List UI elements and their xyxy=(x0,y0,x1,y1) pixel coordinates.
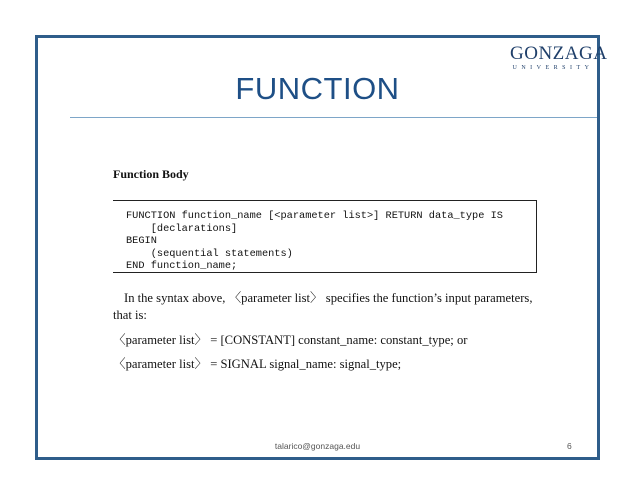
description-paragraph: In the syntax above, 〈parameter list〉 specifies the function’s input parameters, that is: xyxy=(113,291,533,322)
logo-subtitle: UNIVERSITY xyxy=(512,65,594,71)
page-number: 6 xyxy=(567,441,572,451)
section-heading: Function Body xyxy=(113,167,189,181)
code-block xyxy=(113,200,537,273)
slide-frame xyxy=(35,35,608,460)
code-text: FUNCTION function_name [<parameter list>] RETURN data_type IS [declarations] BEGIN (sequential statements) END function_name; xyxy=(126,210,503,273)
slide-title: FUNCTION xyxy=(235,71,400,106)
footer-email: talarico@gonzaga.edu xyxy=(274,441,361,451)
syntax-line-signal: 〈parameter list〉 = SIGNAL signal_name: signal_type; xyxy=(113,357,402,371)
title-divider xyxy=(70,117,597,118)
syntax-line-constant: 〈parameter list〉 = [CONSTANT] constant_name: constant_type; or xyxy=(113,333,468,347)
university-logo xyxy=(510,43,608,72)
logo-name: GONZAGA xyxy=(510,43,608,64)
